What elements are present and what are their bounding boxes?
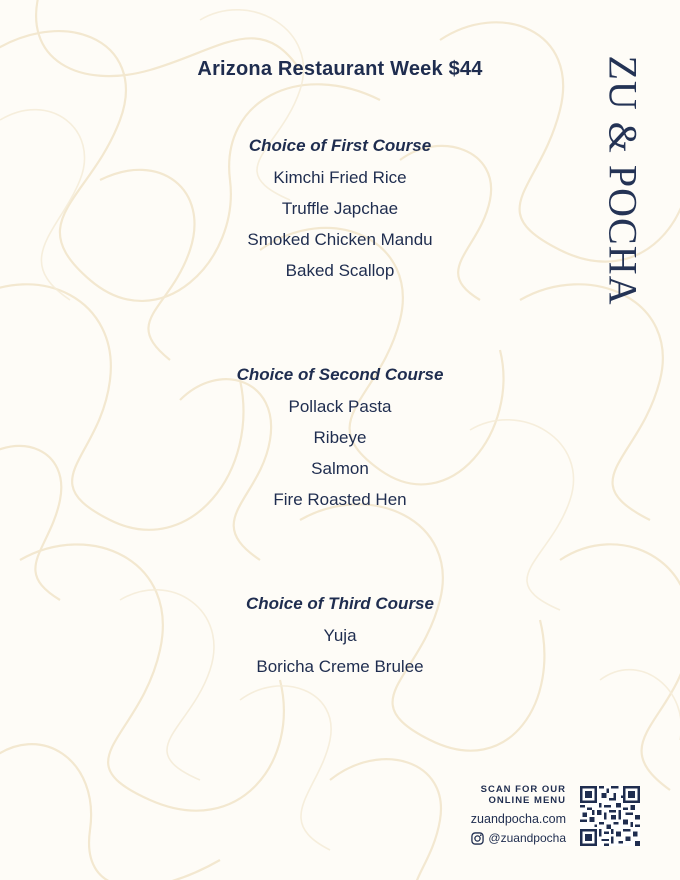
third-course-heading: Choice of Third Course — [246, 594, 434, 613]
instagram-handle: @zuandpocha — [488, 831, 566, 845]
first-course-heading: Choice of First Course — [248, 136, 432, 155]
third-course-list — [0, 620, 680, 682]
instagram-icon — [471, 832, 484, 845]
list-item: Pollack Pasta — [288, 397, 392, 416]
list-item: Ribeye — [313, 428, 367, 447]
qr-code-icon[interactable] — [580, 786, 640, 846]
brand-logo — [601, 40, 645, 320]
second-course-heading: Choice of Second Course — [236, 365, 444, 384]
list-item: Kimchi Fried Rice — [273, 168, 407, 187]
list-item: Salmon — [311, 459, 369, 478]
first-course-list — [0, 162, 680, 286]
second-course-list — [0, 391, 680, 515]
scan-line-1: SCAN FOR OUR — [480, 784, 566, 795]
list-item: Fire Roasted Hen — [273, 490, 407, 509]
scan-prompt — [455, 784, 566, 806]
list-item: Yuja — [323, 626, 357, 645]
website-link[interactable]: zuandpocha.com — [470, 812, 566, 826]
list-item: Baked Scallop — [285, 261, 395, 280]
page-title: Arizona Restaurant Week $44 — [197, 58, 483, 80]
list-item: Smoked Chicken Mandu — [247, 230, 433, 249]
list-item: Truffle Japchae — [281, 199, 399, 218]
list-item: Boricha Creme Brulee — [256, 657, 424, 676]
instagram-link[interactable] — [430, 831, 566, 845]
scan-line-2: ONLINE MENU — [488, 795, 566, 806]
brand-logo-text: ZU & POCHA — [600, 54, 646, 306]
